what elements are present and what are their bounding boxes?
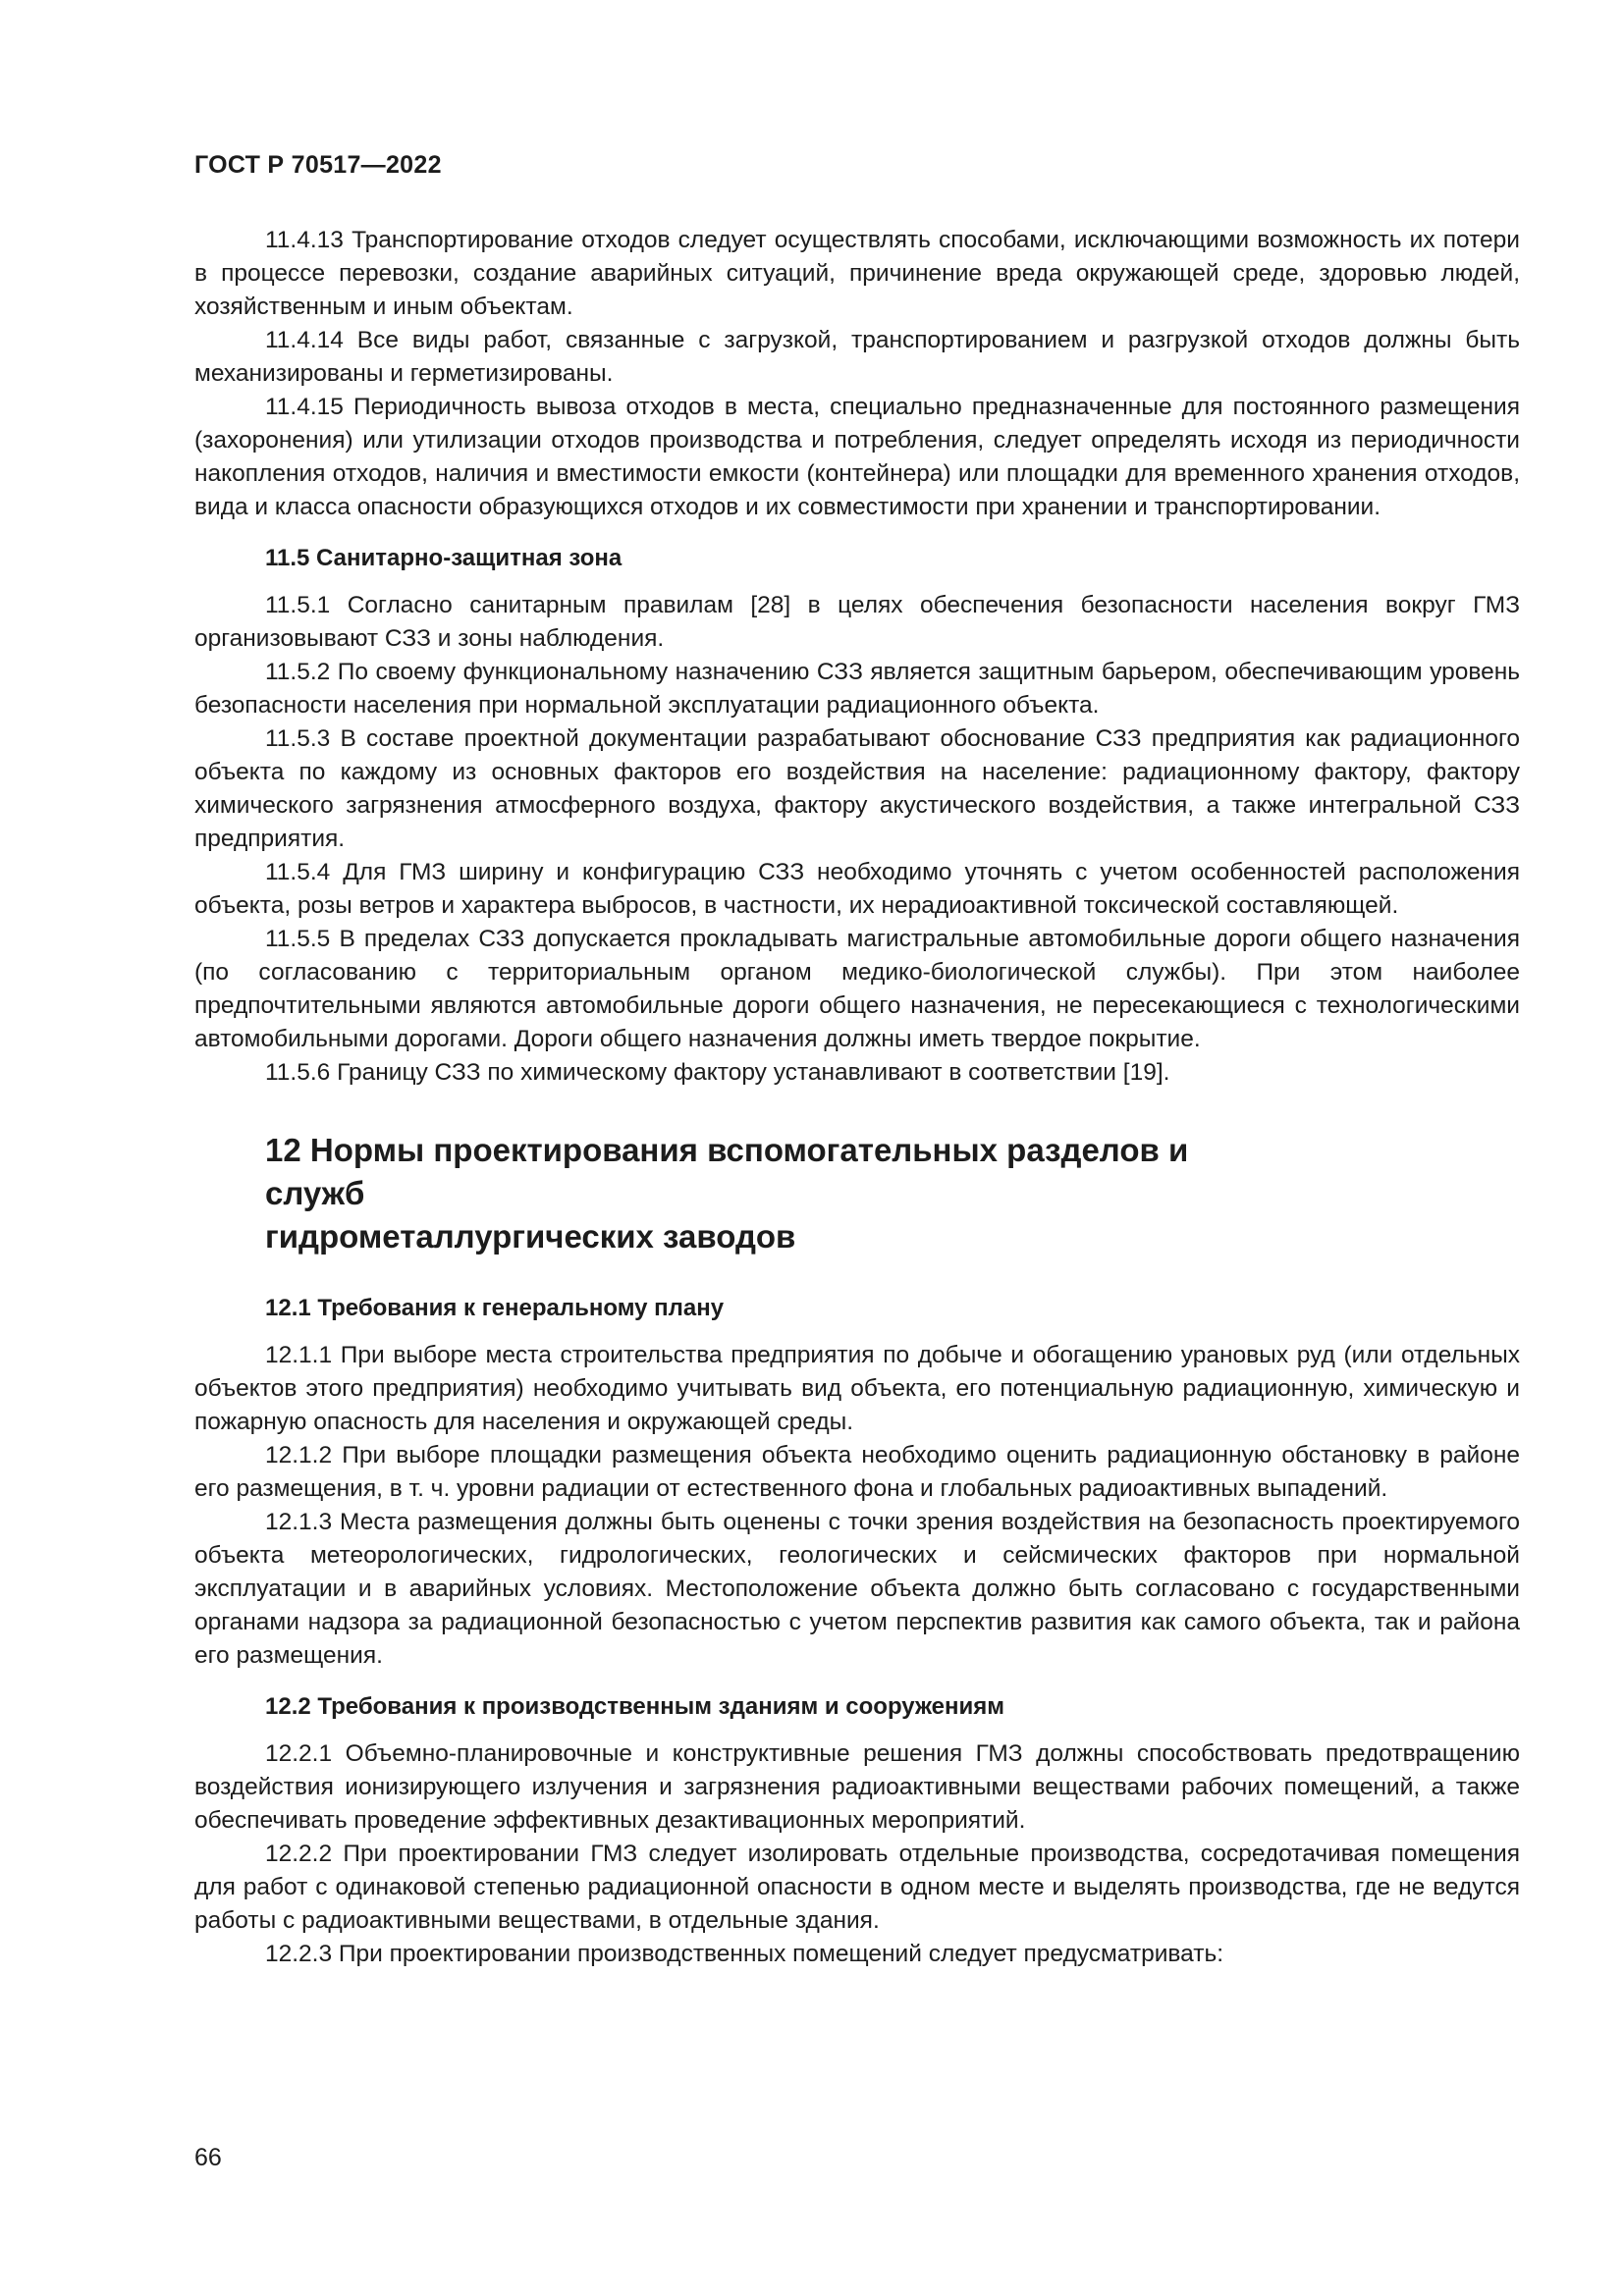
paragraph-12-2-2: 12.2.2 При проектировании ГМЗ следует изолировать отдельные производства, сосредотачивая помещения для работ с одинаковой степенью радиационной опасности в одном месте и выделять производства, где не ведутся работы с радиоактивными веществами, в отдельные здания. bbox=[194, 1841, 1520, 1934]
chapter-heading-12-line1: 12 Нормы проектирования вспомогательных разделов и служб bbox=[265, 1132, 1189, 1211]
section-heading-12-1: 12.1 Требования к генеральному плану bbox=[265, 1295, 725, 1321]
chapter-heading-12-line2: гидрометаллургических заводов bbox=[265, 1218, 796, 1255]
document-body bbox=[194, 224, 1520, 1971]
paragraph-12-2-1: 12.2.1 Объемно-планировочные и конструктивные решения ГМЗ должны способствовать предотвращению воздействия ионизирующего излучения и загрязнения радиоактивными веществами рабочих помещений, а также обеспечивать проведение эффективных дезактивационных мероприятий. bbox=[194, 1740, 1520, 1834]
paragraph-11-5-1: 11.5.1 Согласно санитарным правилам [28] в целях обеспечения безопасности населения вокруг ГМЗ организовывают СЗЗ и зоны наблюдения. bbox=[194, 592, 1520, 652]
section-heading-12-2: 12.2 Требования к производственным зданиям и сооружениям bbox=[265, 1693, 1004, 1720]
paragraph-11-5-3: 11.5.3 В составе проектной документации разрабатывают обоснование СЗЗ предприятия как радиационного объекта по каждому из основных факторов его воздействия на население: радиационному фактору, фактору химического загрязнения атмосферного воздуха, фактору акустического воздействия, а также интегральной СЗЗ предприятия. bbox=[194, 725, 1520, 852]
document-header: ГОСТ Р 70517—2022 bbox=[194, 151, 442, 179]
page-number: 66 bbox=[194, 2144, 222, 2171]
paragraph-11-5-2: 11.5.2 По своему функциональному назначению СЗЗ является защитным барьером, обеспечивающим уровень безопасности населения при нормальной эксплуатации радиационного объекта. bbox=[194, 659, 1520, 719]
paragraph-11-4-15: 11.4.15 Периодичность вывоза отходов в места, специально предназначенные для постоянного размещения (захоронения) или утилизации отходов производства и потребления, следует определять исходя из периодичности накопления отходов, наличия и вместимости емкости (контейнера) или площадки для временного хранения отходов, вида и класса опасности образующихся отходов и их совместимости при хранении и транспортировании. bbox=[194, 394, 1520, 520]
paragraph-11-4-13: 11.4.13 Транспортирование отходов следует осуществлять способами, исключающими возможность их потери в процессе перевозки, создание аварийных ситуаций, причинение вреда окружающей среде, здоровью людей, хозяйственным и иным объектам. bbox=[194, 227, 1520, 320]
paragraph-12-1-1: 12.1.1 При выборе места строительства предприятия по добыче и обогащению урановых руд (или отдельных объектов этого предприятия) необходимо учитывать вид объекта, его потенциальную радиационную, химическую и пожарную опасность для населения и окружающей среды. bbox=[194, 1342, 1520, 1435]
chapter-heading-12 bbox=[194, 1129, 1296, 1258]
paragraph-11-5-4: 11.5.4 Для ГМЗ ширину и конфигурацию СЗЗ необходимо уточнять с учетом особенностей расположения объекта, розы ветров и характера выбросов, в частности, их нерадиоактивной токсической составляющей. bbox=[194, 859, 1520, 919]
paragraph-11-5-6: 11.5.6 Границу СЗЗ по химическому фактору устанавливают в соответствии [19]. bbox=[265, 1059, 1170, 1086]
paragraph-12-1-2: 12.1.2 При выборе площадки размещения объекта необходимо оценить радиационную обстановку в районе его размещения, в т. ч. уровни радиации от естественного фона и глобальных радиоактивных выпадений. bbox=[194, 1442, 1520, 1502]
section-heading-11-5: 11.5 Санитарно-защитная зона bbox=[265, 545, 623, 571]
paragraph-11-5-5: 11.5.5 В пределах СЗЗ допускается прокладывать магистральные автомобильные дороги общего назначения (по согласованию с территориальным органом медико-биологической службы). При этом наиболее предпочтительными являются автомобильные дороги общего назначения, не пересекающиеся с технологическими автомобильными дорогами. Дороги общего назначения должны иметь твердое покрытие. bbox=[194, 926, 1520, 1052]
paragraph-12-1-3: 12.1.3 Места размещения должны быть оценены с точки зрения воздействия на безопасность проектируемого объекта метеорологических, гидрологических, геологических и сейсмических факторов при нормальной эксплуатации и в аварийных условиях. Местоположение объекта должно быть согласовано с государственными органами надзора за радиационной безопасностью с учетом перспектив развития как самого объекта, так и района его размещения. bbox=[194, 1509, 1520, 1669]
paragraph-11-4-14: 11.4.14 Все виды работ, связанные с загрузкой, транспортированием и разгрузкой отходов должны быть механизированы и герметизированы. bbox=[194, 327, 1520, 387]
paragraph-12-2-3: 12.2.3 При проектировании производственных помещений следует предусматривать: bbox=[265, 1941, 1224, 1967]
